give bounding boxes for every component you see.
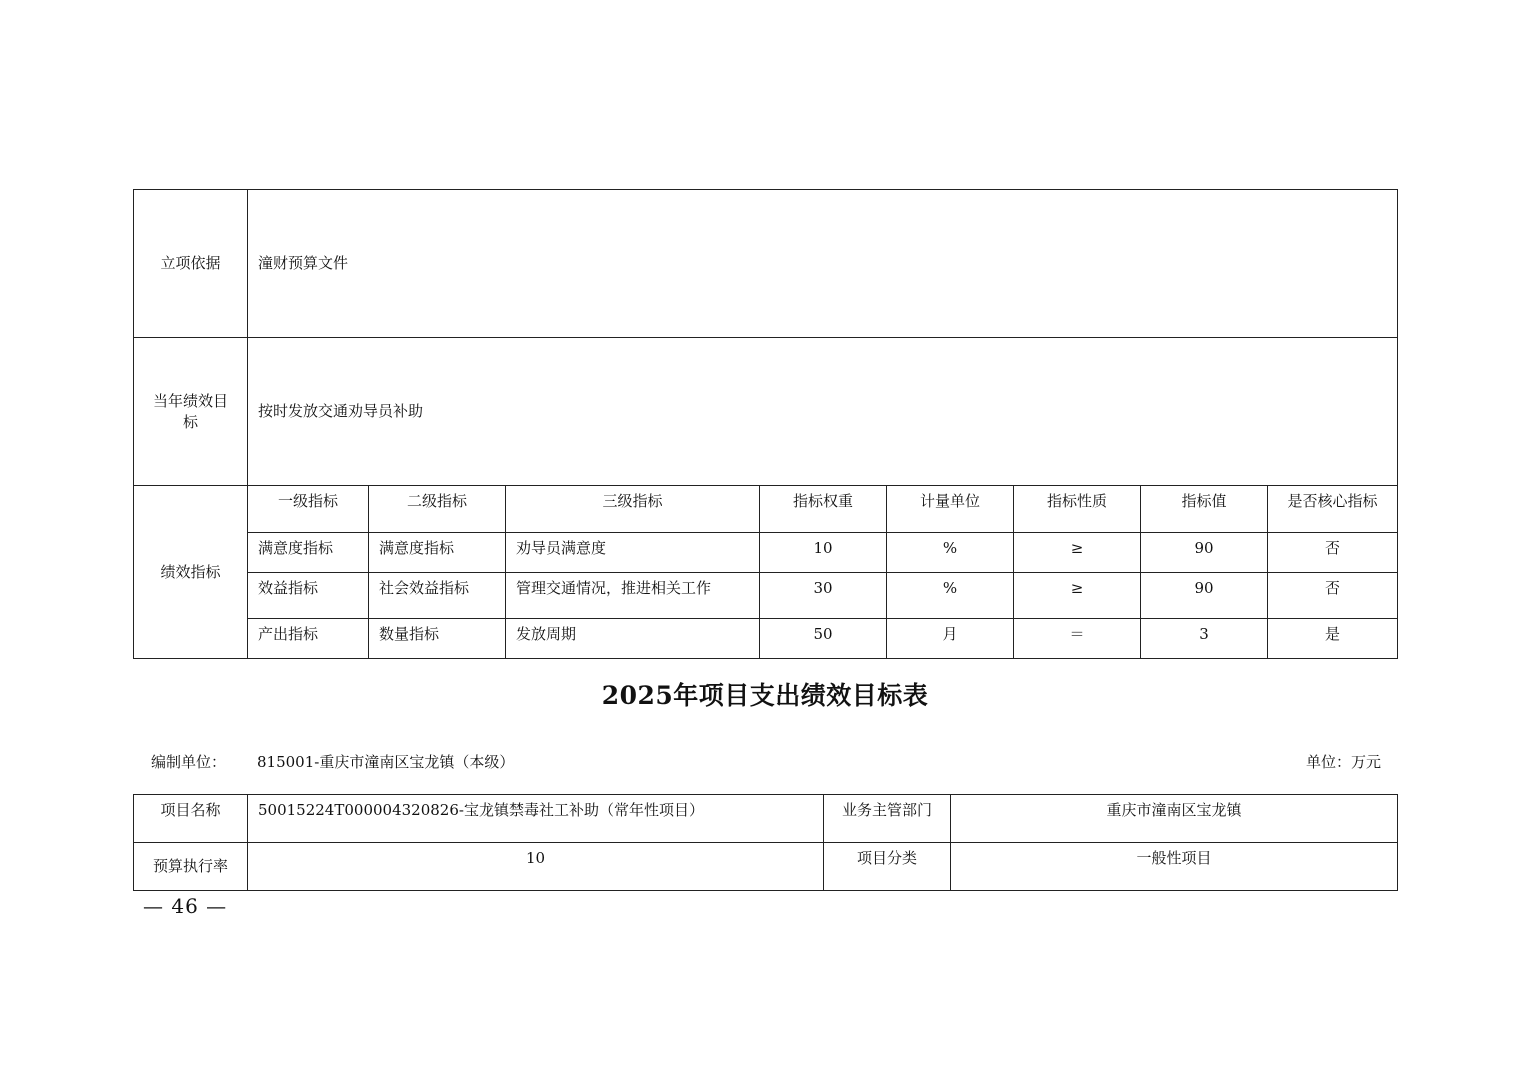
header-cell: 一级指标 [248, 486, 369, 533]
cell: 10 [760, 533, 887, 573]
table-row [134, 533, 1398, 573]
cell: % [887, 533, 1014, 573]
cell: % [887, 573, 1014, 619]
indicator-label: 绩效指标 [134, 486, 248, 659]
cell: 3 [1141, 619, 1268, 659]
cell: 满意度指标 [369, 533, 506, 573]
cell: 满意度指标 [248, 533, 369, 573]
basis-row [134, 190, 1398, 338]
basis-value: 潼财预算文件 [248, 190, 1398, 338]
project-name-row [134, 795, 1398, 843]
header-cell: 二级指标 [369, 486, 506, 533]
header-cell: 指标值 [1141, 486, 1268, 533]
table-row [134, 619, 1398, 659]
cell: 发放周期 [506, 619, 760, 659]
basis-label: 立项依据 [134, 190, 248, 338]
page-title: 2025年项目支出绩效目标表 [601, 681, 929, 710]
goal-row [134, 338, 1398, 486]
cell: 产出指标 [248, 619, 369, 659]
org-label: 编制单位： [151, 753, 227, 771]
goal-label: 当年绩效目标 [134, 338, 248, 486]
header-cell: 指标权重 [760, 486, 887, 533]
project-info-table [133, 794, 1398, 891]
table-row [134, 573, 1398, 619]
cell: 劝导员满意度 [506, 533, 760, 573]
cell: 否 [1268, 573, 1398, 619]
cell: 90 [1141, 533, 1268, 573]
category-value: 一般性项目 [951, 843, 1398, 891]
cell: 90 [1141, 573, 1268, 619]
cell: 社会效益指标 [369, 573, 506, 619]
cell: ＝ [1014, 619, 1141, 659]
exec-rate-label: 预算执行率 [134, 843, 248, 891]
page-number: — 46 — [143, 894, 228, 918]
cell: ≥ [1014, 533, 1141, 573]
project-name-label: 项目名称 [134, 795, 248, 843]
header-cell: 三级指标 [506, 486, 760, 533]
cell: 50 [760, 619, 887, 659]
exec-rate-value: 10 [248, 843, 824, 891]
category-label: 项目分类 [824, 843, 951, 891]
cell: 管理交通情况，推进相关工作 [506, 573, 760, 619]
exec-rate-row [134, 843, 1398, 891]
header-cell: 指标性质 [1014, 486, 1141, 533]
indicator-header-row [134, 486, 1398, 533]
header-cell: 计量单位 [887, 486, 1014, 533]
cell: 月 [887, 619, 1014, 659]
cell: 数量指标 [369, 619, 506, 659]
cell: 30 [760, 573, 887, 619]
dept-value: 重庆市潼南区宝龙镇 [951, 795, 1398, 843]
cell: 效益指标 [248, 573, 369, 619]
cell: 否 [1268, 533, 1398, 573]
cell: ≥ [1014, 573, 1141, 619]
header-cell: 是否核心指标 [1268, 486, 1398, 533]
goal-value: 按时发放交通劝导员补助 [248, 338, 1398, 486]
dept-label: 业务主管部门 [824, 795, 951, 843]
project-name-value: 50015224T000004320826-宝龙镇禁毒社工补助（常年性项目） [248, 795, 824, 843]
cell: 是 [1268, 619, 1398, 659]
org-value: 815001-重庆市潼南区宝龙镇（本级） [257, 753, 515, 771]
unit-text: 单位：万元 [1306, 753, 1382, 771]
performance-table [133, 189, 1398, 659]
